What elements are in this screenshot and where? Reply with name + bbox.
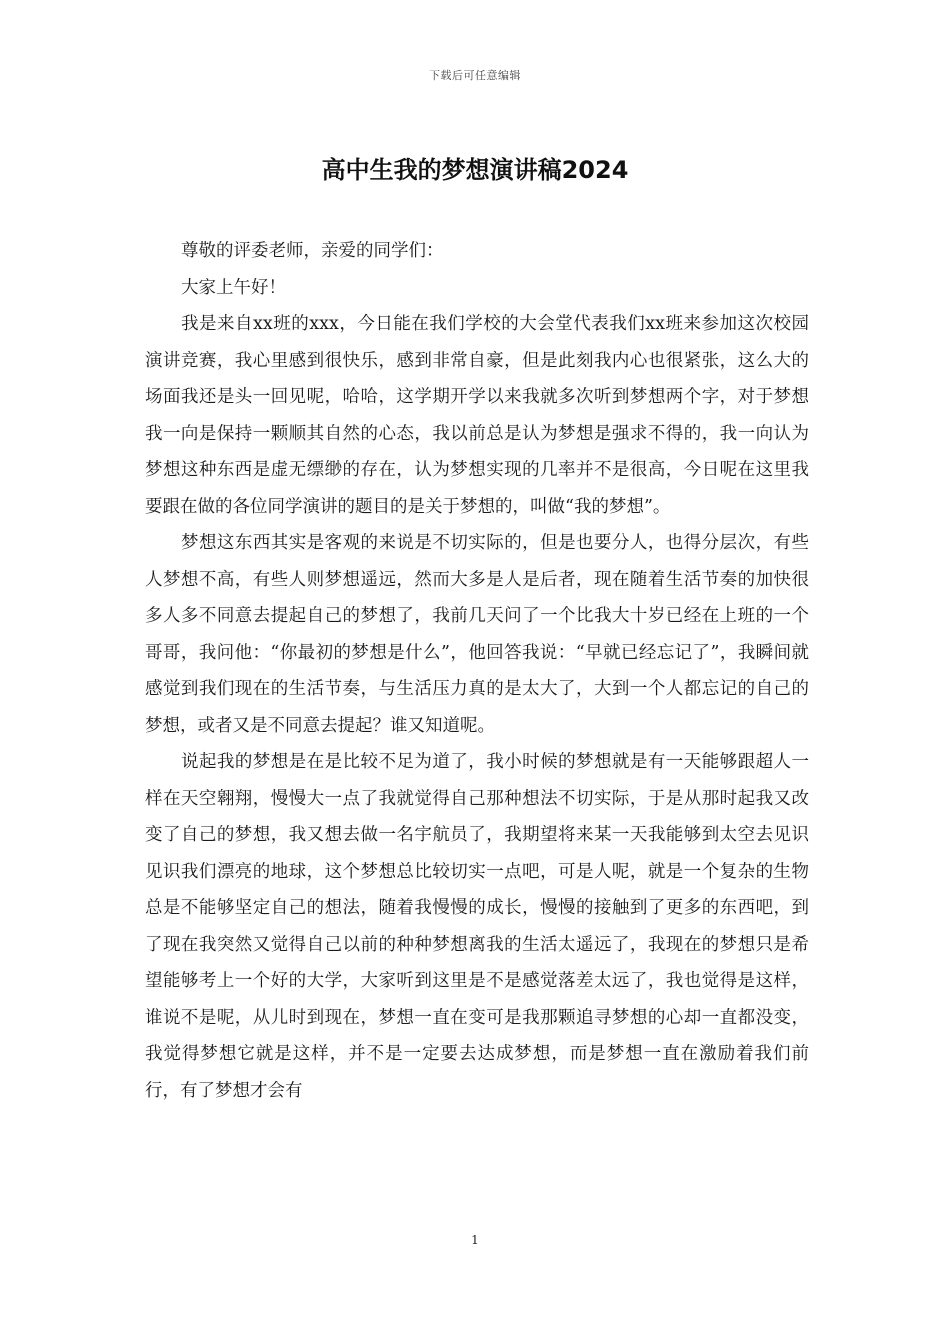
- document-body: [145, 233, 809, 1109]
- greeting-paragraph: 大家上午好！: [181, 277, 286, 298]
- body-paragraph: 梦想这东西其实是客观的来说是不切实际的，但是也要分人，也得分层次，有些人梦想不高，有些人则梦想遥远，然而大多是人是后者，现在随着生活节奏的加快很多人多不同意去提起自己的梦想了，我前几天问了一个比我大十岁已经在上班的一个哥哥，我问他：“你最初的梦想是什么”，他回答我说：“早就已经忘记了”，我瞬间就感觉到我们现在的生活节奏，与生活压力真的是太大了，大到一个人都忘记的自己的梦想，或者又是不同意去提起？谁又知道呢。: [145, 533, 809, 736]
- body-paragraph: 我是来自xx班的xxx，今日能在我们学校的大会堂代表我们xx班来参加这次校园演讲竞赛，我心里感到很快乐，感到非常自豪，但是此刻我内心也很紧张，这么大的场面我还是头一回见呢，哈哈，这学期开学以来我就多次听到梦想两个字，对于梦想我一向是保持一颗顺其自然的心态，我以前总是认为梦想是强求不得的，我一向认为梦想这种东西是虚无缥缈的存在，认为梦想实现的几率并不是很高，今日呢在这里我要跟在做的各位同学演讲的题目的是关于梦想的，叫做“我的梦想”。: [145, 314, 809, 517]
- body-paragraph: 说起我的梦想是在是比较不足为道了，我小时候的梦想就是有一天能够跟超人一样在天空翱翔，慢慢大一点了我就觉得自己那种想法不切实际，于是从那时起我又改变了自己的梦想，我又想去做一名宇航员了，我期望将来某一天我能够到太空去见识见识我们漂亮的地球，这个梦想总比较切实一点吧，可是人呢，就是一个复杂的生物总是不能够坚定自己的想法，随着我慢慢的成长，慢慢的接触到了更多的东西吧，到了现在我突然又觉得自己以前的种种梦想离我的生活太遥远了，我现在的梦想只是希望能够考上一个好的大学，大家听到这里是不是感觉落差太远了，我也觉得是这样，谁说不是呢，从儿时到现在，梦想一直在变可是我那颗追寻梦想的心却一直都没变，我觉得梦想它就是这样，并不是一定要去达成梦想，而是梦想一直在激励着我们前行，有了梦想才会有: [145, 752, 809, 1101]
- header-note: 下载后可任意编辑: [429, 69, 521, 82]
- salutation-paragraph: 尊敬的评委老师，亲爱的同学们：: [181, 241, 444, 261]
- page-number: 1: [471, 1233, 479, 1247]
- document-title: 高中生我的梦想演讲稿2024: [321, 156, 629, 184]
